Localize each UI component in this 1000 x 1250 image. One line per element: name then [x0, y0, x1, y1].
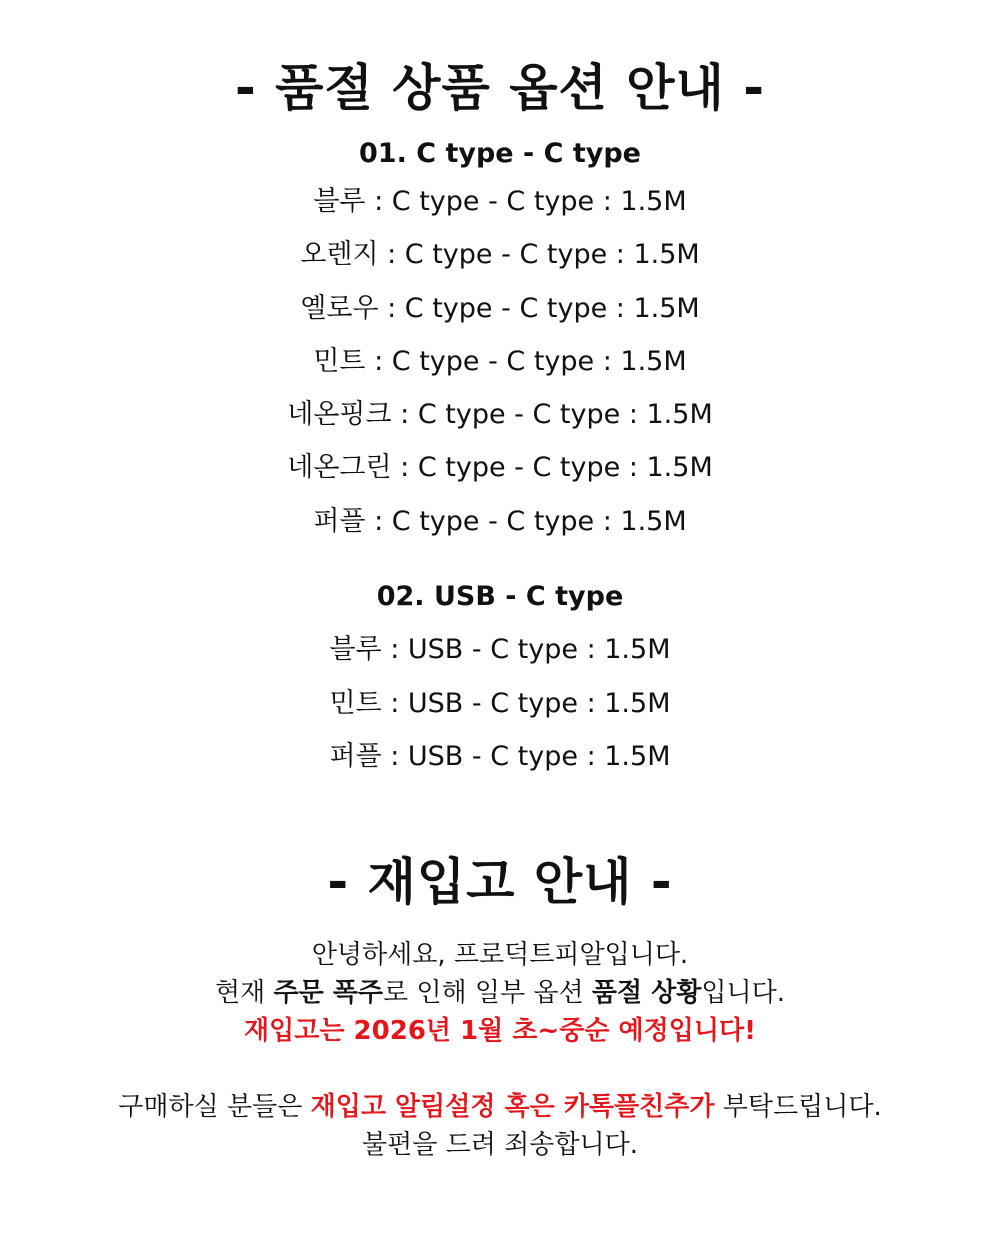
option-item: 퍼플 : USB - C type : 1.5M — [329, 741, 671, 772]
sold-out-status-text: 품절 상황 — [591, 978, 702, 1008]
group-usb-ctype — [0, 581, 1000, 795]
request-highlight: 재입고 알림설정 혹은 카톡플친추가 — [310, 1092, 715, 1122]
restock-notice-body — [0, 936, 1000, 1164]
status-prefix: 현재 — [214, 978, 274, 1008]
spacer — [0, 1050, 1000, 1088]
option-item: 민트 : C type - C type : 1.5M — [313, 345, 687, 377]
request-prefix: 구매하실 분들은 — [118, 1092, 311, 1122]
group-heading: 02. USB - C type — [376, 581, 624, 612]
restock-schedule-text: 재입고는 2026년 1월 초~중순 예정입니다! — [244, 1016, 756, 1046]
order-surge-text: 주문 폭주 — [273, 978, 383, 1008]
option-item: 네온그린 : C type - C type : 1.5M — [287, 452, 713, 484]
apology-text: 불편을 드려 죄송합니다. — [362, 1130, 638, 1160]
sold-out-title: - 품절 상품 옵션 안내 - — [235, 59, 765, 117]
restock-title: - 재입고 안내 - — [327, 853, 673, 911]
request-text — [0, 1088, 1000, 1126]
option-item: 민트 : USB - C type : 1.5M — [329, 687, 671, 719]
option-item: 블루 : USB - C type : 1.5M — [329, 634, 671, 665]
greeting-text: 안녕하세요, 프로덕트피알입니다. — [311, 940, 689, 970]
option-item: 오렌지 : C type - C type : 1.5M — [300, 239, 700, 271]
group-ctype-ctype — [0, 138, 1000, 559]
status-middle: 로 인해 일부 옵션 — [383, 978, 592, 1008]
status-text — [0, 974, 1000, 1012]
option-item: 옐로우 : C type - C type : 1.5M — [300, 292, 700, 324]
option-item: 네온핑크 : C type - C type : 1.5M — [287, 399, 713, 431]
request-suffix: 부탁드립니다. — [714, 1092, 882, 1122]
status-suffix: 입니다. — [701, 978, 786, 1008]
option-item: 블루 : C type - C type : 1.5M — [313, 186, 687, 217]
option-item: 퍼플 : C type - C type : 1.5M — [313, 505, 687, 537]
group-heading: 01. C type - C type — [359, 138, 641, 169]
